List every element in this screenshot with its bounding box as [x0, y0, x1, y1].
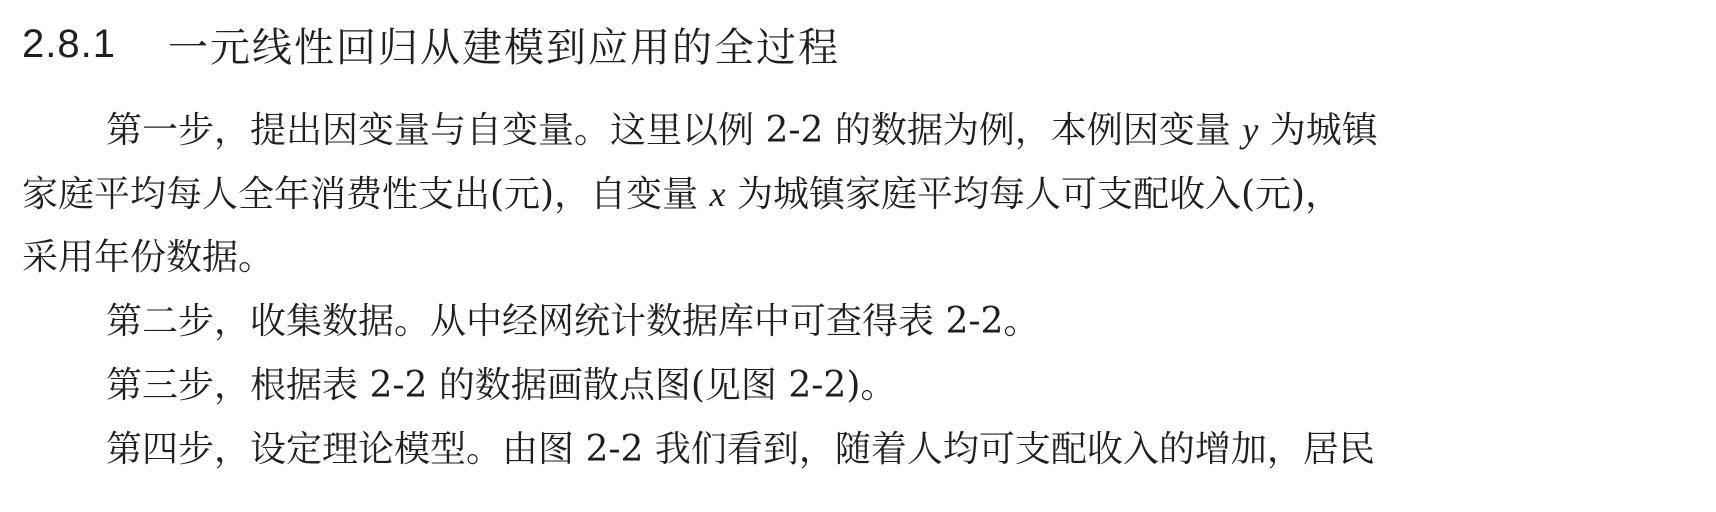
- paragraph-step-four: [22, 418, 1682, 482]
- variable-y: y: [1242, 110, 1259, 150]
- variable-x: x: [709, 174, 726, 214]
- paragraph-step-two: [22, 290, 1682, 354]
- paragraph-line: 第一步，提出因变量与自变量。这里以例 2-2 的数据为例，本例因变量 y 为城镇: [106, 110, 1378, 151]
- paragraph-line: 家庭平均每人全年消费性支出(元)，自变量 x 为城镇家庭平均每人可支配收入(元)，: [22, 174, 1342, 215]
- paragraph-step-three: [22, 354, 1682, 418]
- section-number: 2.8.1: [22, 21, 116, 66]
- paragraph-line: 第三步，根据表 2-2 的数据画散点图(见图 2-2)。: [106, 365, 897, 406]
- paragraph-line: 第四步，设定理论模型。由图 2-2 我们看到，随着人均可支配收入的增加，居民: [106, 429, 1375, 470]
- paragraph-line: 第二步，收集数据。从中经网统计数据库中可查得表 2-2。: [106, 301, 1040, 342]
- section-heading: [22, 14, 840, 74]
- section-title: 一元线性回归从建模到应用的全过程: [167, 24, 840, 71]
- paragraph-step-one: [22, 98, 1682, 290]
- paragraph-line: 采用年份数据。: [22, 237, 275, 278]
